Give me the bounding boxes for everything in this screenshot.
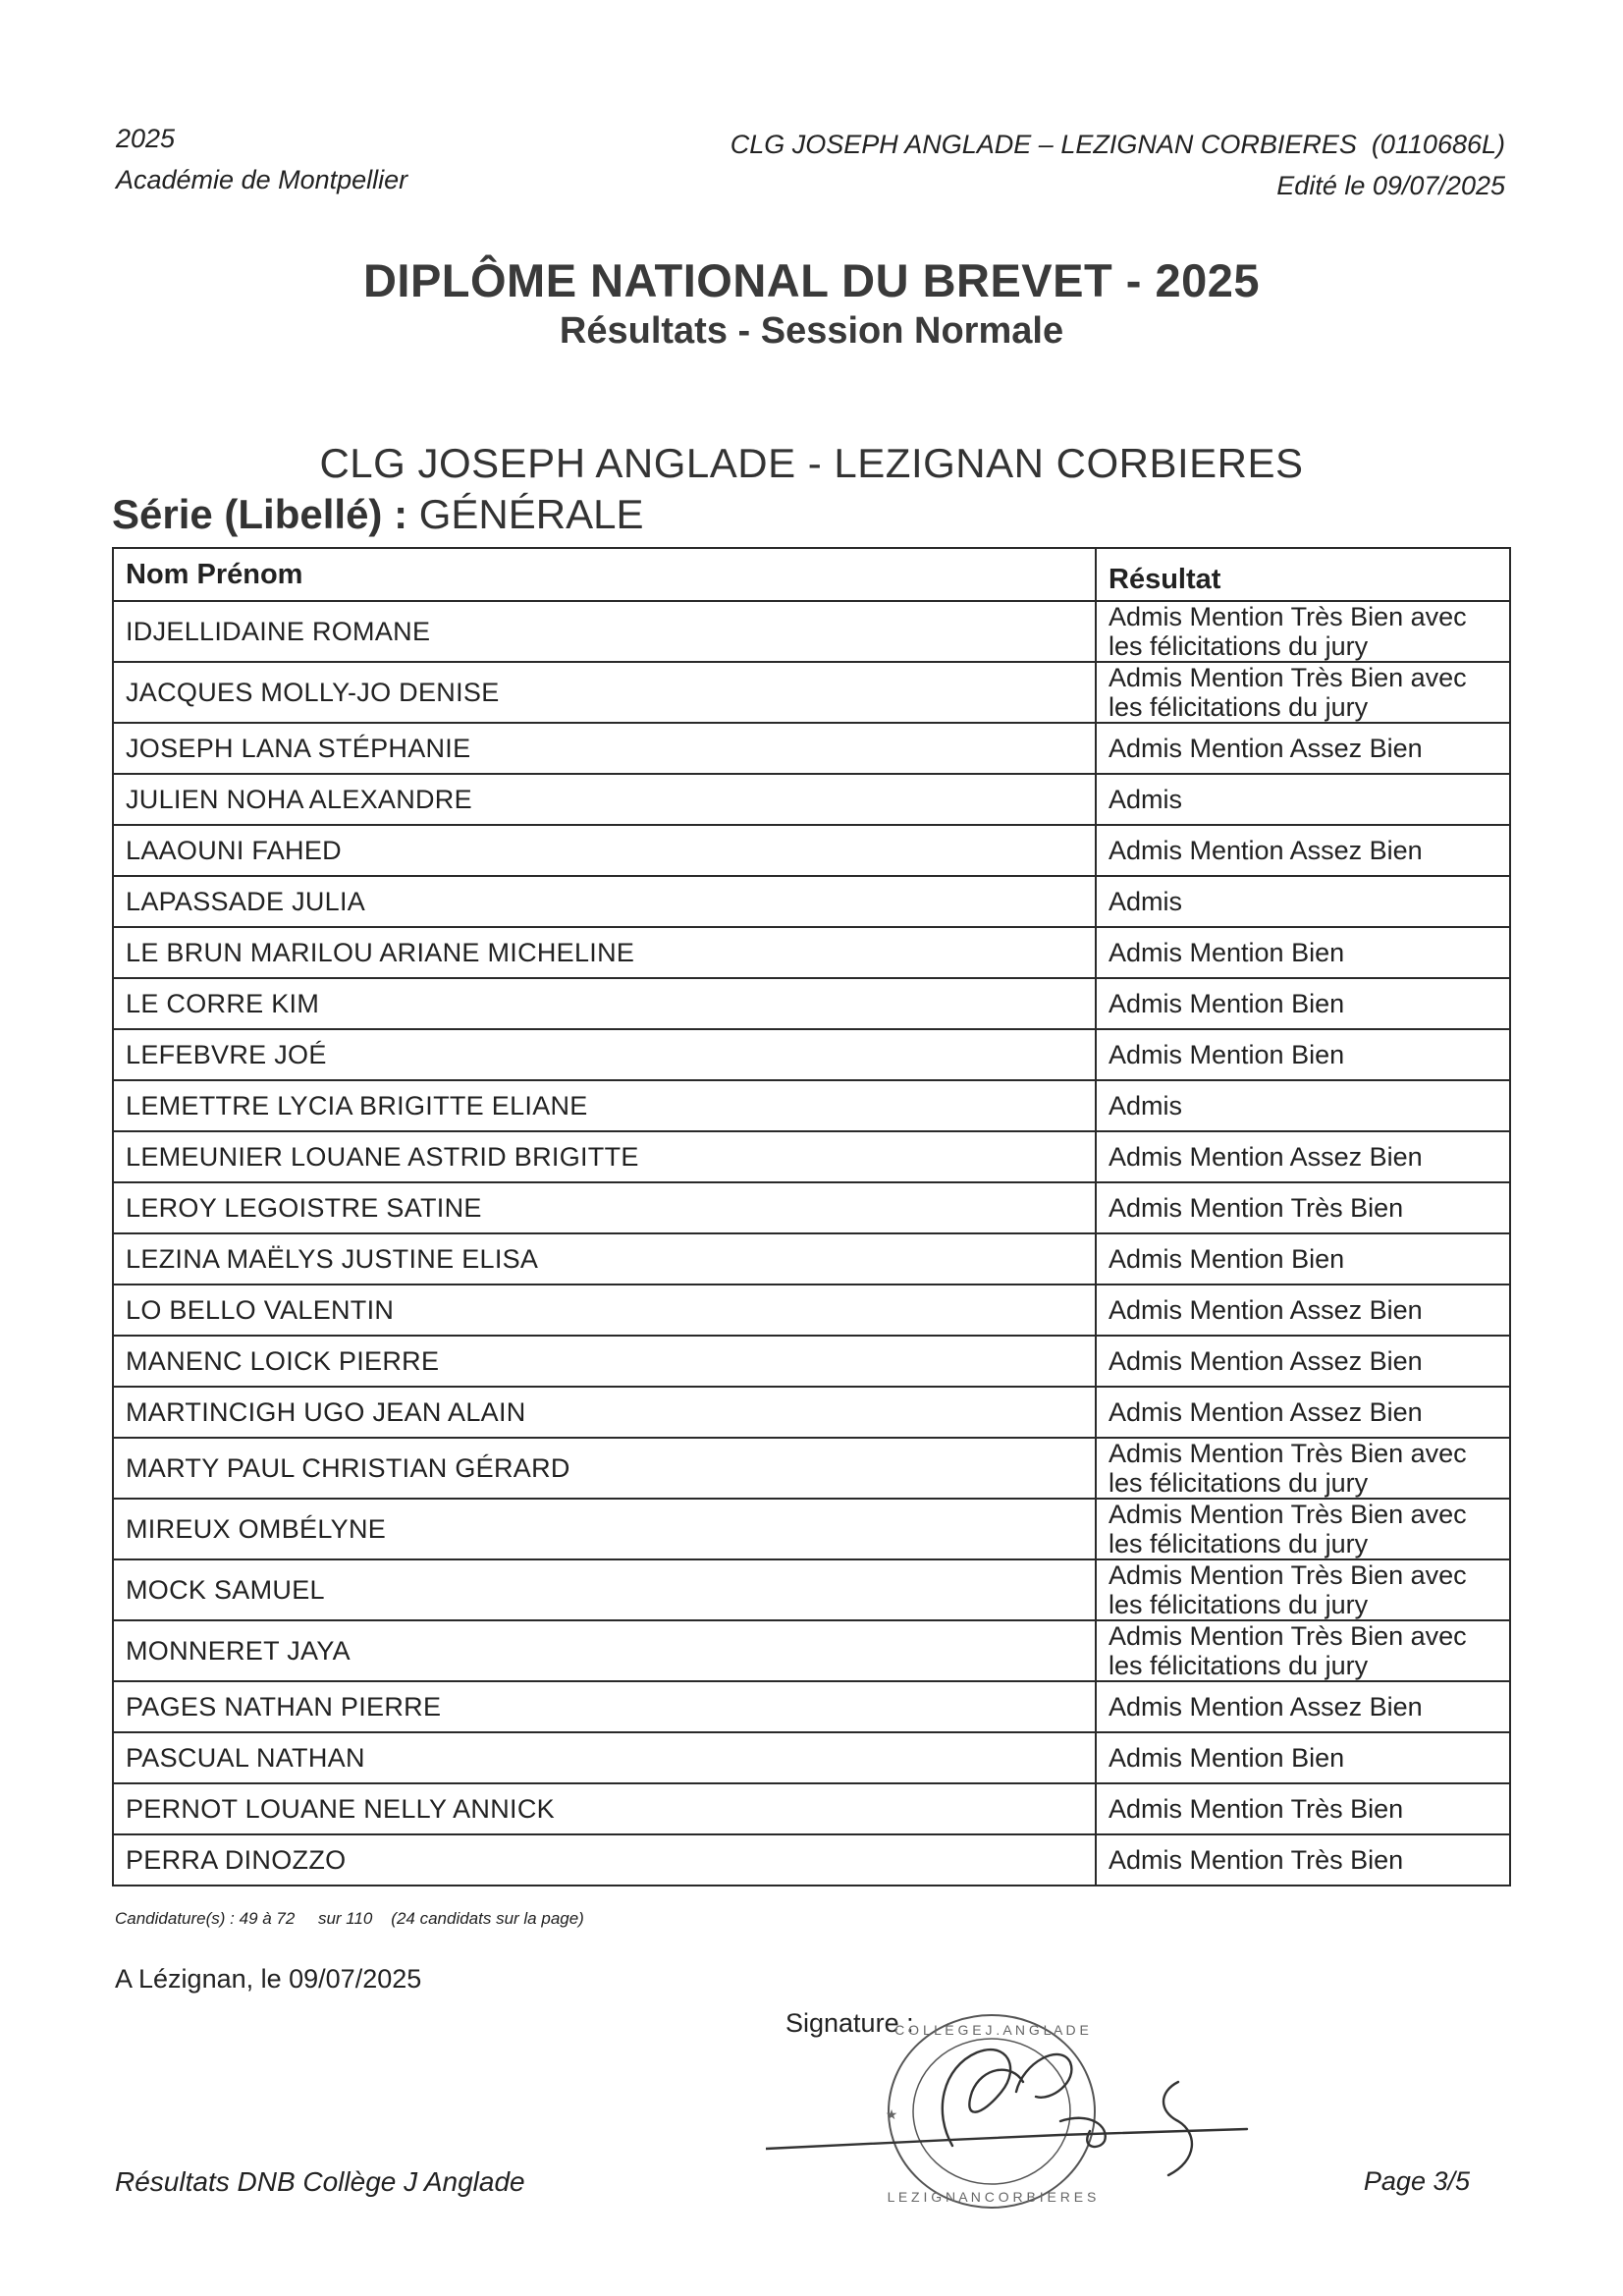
document-title: DIPLÔME NATIONAL DU BREVET - 2025 [362,254,1261,306]
candidate-name: JACQUES MOLLY-JO DENISE [113,662,1096,723]
candidate-result: Admis [1096,876,1510,927]
school-name: CLG JOSEPH ANGLADE - LEZIGNAN CORBIERES [319,440,1304,486]
candidate-name: LAAOUNI FAHED [113,825,1096,876]
table-row [113,1336,1510,1387]
column-header-name: Nom Prénom [113,548,1096,601]
table-row [113,927,1510,978]
table-row [113,1732,1510,1783]
candidate-name: MARTINCIGH UGO JEAN ALAIN [113,1387,1096,1438]
candidate-name: PERRA DINOZZO [113,1834,1096,1886]
candidate-name: MANENC LOICK PIERRE [113,1336,1096,1387]
candidate-name: JOSEPH LANA STÉPHANIE [113,723,1096,774]
candidate-result: Admis Mention Bien [1096,978,1510,1029]
table-row [113,1559,1510,1620]
candidate-name: LEROY LEGOISTRE SATINE [113,1182,1096,1233]
candidate-name: LE CORRE KIM [113,978,1096,1029]
candidate-result: Admis Mention Assez Bien [1096,1131,1510,1182]
candidate-name: LO BELLO VALENTIN [113,1285,1096,1336]
table-row [113,825,1510,876]
candidate-result: Admis Mention Très Bien [1096,1182,1510,1233]
candidate-result: Admis Mention Assez Bien [1096,1285,1510,1336]
handwritten-signature [766,2050,1247,2175]
candidate-name: LEZINA MAËLYS JUSTINE ELISA [113,1233,1096,1285]
table-row [113,1285,1510,1336]
table-row [113,1499,1510,1559]
candidate-name: LEMEUNIER LOUANE ASTRID BRIGITTE [113,1131,1096,1182]
signature-stamp [766,1974,1276,2229]
candidate-result: Admis Mention Très Bien [1096,1834,1510,1886]
candidate-name: MIREUX OMBÉLYNE [113,1499,1096,1559]
table-row [113,1387,1510,1438]
table-row [113,1182,1510,1233]
table-row [113,601,1510,662]
candidate-result: Admis Mention Très Bien avec les félicitations du jury [1096,1620,1510,1681]
table-row [113,723,1510,774]
table-header-row [113,548,1510,601]
candidate-name: MOCK SAMUEL [113,1559,1096,1620]
results-table [112,547,1511,1886]
document-subtitle: Résultats - Session Normale [559,310,1064,352]
table-row [113,1438,1510,1499]
candidate-name: MONNERET JAYA [113,1620,1096,1681]
table-row [113,1783,1510,1834]
candidature-count: Candidature(s) : 49 à 72 sur 110 (24 candidats sur la page) [115,1909,584,1928]
signature-label: Signature : [785,2008,914,2038]
serie-label: Série (Libellé) : [112,491,408,537]
header-left [116,118,407,200]
column-header-result: Résultat [1096,548,1510,601]
serie-line [112,491,644,538]
candidate-result: Admis Mention Très Bien [1096,1783,1510,1834]
candidate-result: Admis Mention Assez Bien [1096,1336,1510,1387]
table-row [113,1233,1510,1285]
svg-text:C O L L È G E J . A N G L: C O L L È G E J . A N G L A D E [894,2022,1089,2038]
candidate-result: Admis Mention Assez Bien [1096,825,1510,876]
serie-value: GÉNÉRALE [418,491,644,537]
table-row [113,662,1510,723]
header-establishment: CLG JOSEPH ANGLADE – LEZIGNAN CORBIERES (0110686L) [730,130,1505,159]
svg-text:L E Z I G N A N C O R B I E: L E Z I G N A N C O R B I E R E S [887,2189,1097,2205]
candidate-result: Admis Mention Bien [1096,1029,1510,1080]
header-academy: Académie de Montpellier [116,165,408,194]
candidate-result: Admis Mention Très Bien avec les félicitations du jury [1096,662,1510,723]
candidate-result: Admis Mention Très Bien avec les félicitations du jury [1096,601,1510,662]
table-row [113,1681,1510,1732]
svg-text:★: ★ [885,2106,898,2122]
candidate-result: Admis Mention Très Bien avec les félicitations du jury [1096,1559,1510,1620]
table-row [113,1131,1510,1182]
official-stamp [886,2015,1097,2208]
candidate-name: LE BRUN MARILOU ARIANE MICHELINE [113,927,1096,978]
table-row [113,1620,1510,1681]
candidate-name: LAPASSADE JULIA [113,876,1096,927]
table-row [113,978,1510,1029]
candidate-result: Admis [1096,774,1510,825]
candidate-name: LEMETTRE LYCIA BRIGITTE ELIANE [113,1080,1096,1131]
candidate-result: Admis [1096,1080,1510,1131]
candidate-result: Admis Mention Assez Bien [1096,723,1510,774]
header-edited-date: Edité le 09/07/2025 [1276,171,1505,200]
table-row [113,774,1510,825]
candidate-result: Admis Mention Assez Bien [1096,1387,1510,1438]
candidate-name: PAGES NATHAN PIERRE [113,1681,1096,1732]
header-year: 2025 [116,124,176,153]
candidate-result: Admis Mention Très Bien avec les félicitations du jury [1096,1438,1510,1499]
candidate-name: JULIEN NOHA ALEXANDRE [113,774,1096,825]
table-row [113,1834,1510,1886]
header-right [730,124,1505,206]
candidate-result: Admis Mention Très Bien avec les félicitations du jury [1096,1499,1510,1559]
candidate-result: Admis Mention Bien [1096,1233,1510,1285]
footer-left-text: Résultats DNB Collège J Anglade [115,2166,525,2197]
table-row [113,876,1510,927]
place-and-date: A Lézignan, le 09/07/2025 [115,1964,422,1994]
candidate-name: MARTY PAUL CHRISTIAN GÉRARD [113,1438,1096,1499]
candidate-result: Admis Mention Bien [1096,927,1510,978]
candidate-name: IDJELLIDAINE ROMANE [113,601,1096,662]
page-number: Page 3/5 [1363,2166,1470,2196]
candidate-name: PASCUAL NATHAN [113,1732,1096,1783]
candidate-name: LEFEBVRE JOÉ [113,1029,1096,1080]
table-row [113,1029,1510,1080]
candidate-result: Admis Mention Bien [1096,1732,1510,1783]
candidate-name: PERNOT LOUANE NELLY ANNICK [113,1783,1096,1834]
table-row [113,1080,1510,1131]
candidate-result: Admis Mention Assez Bien [1096,1681,1510,1732]
